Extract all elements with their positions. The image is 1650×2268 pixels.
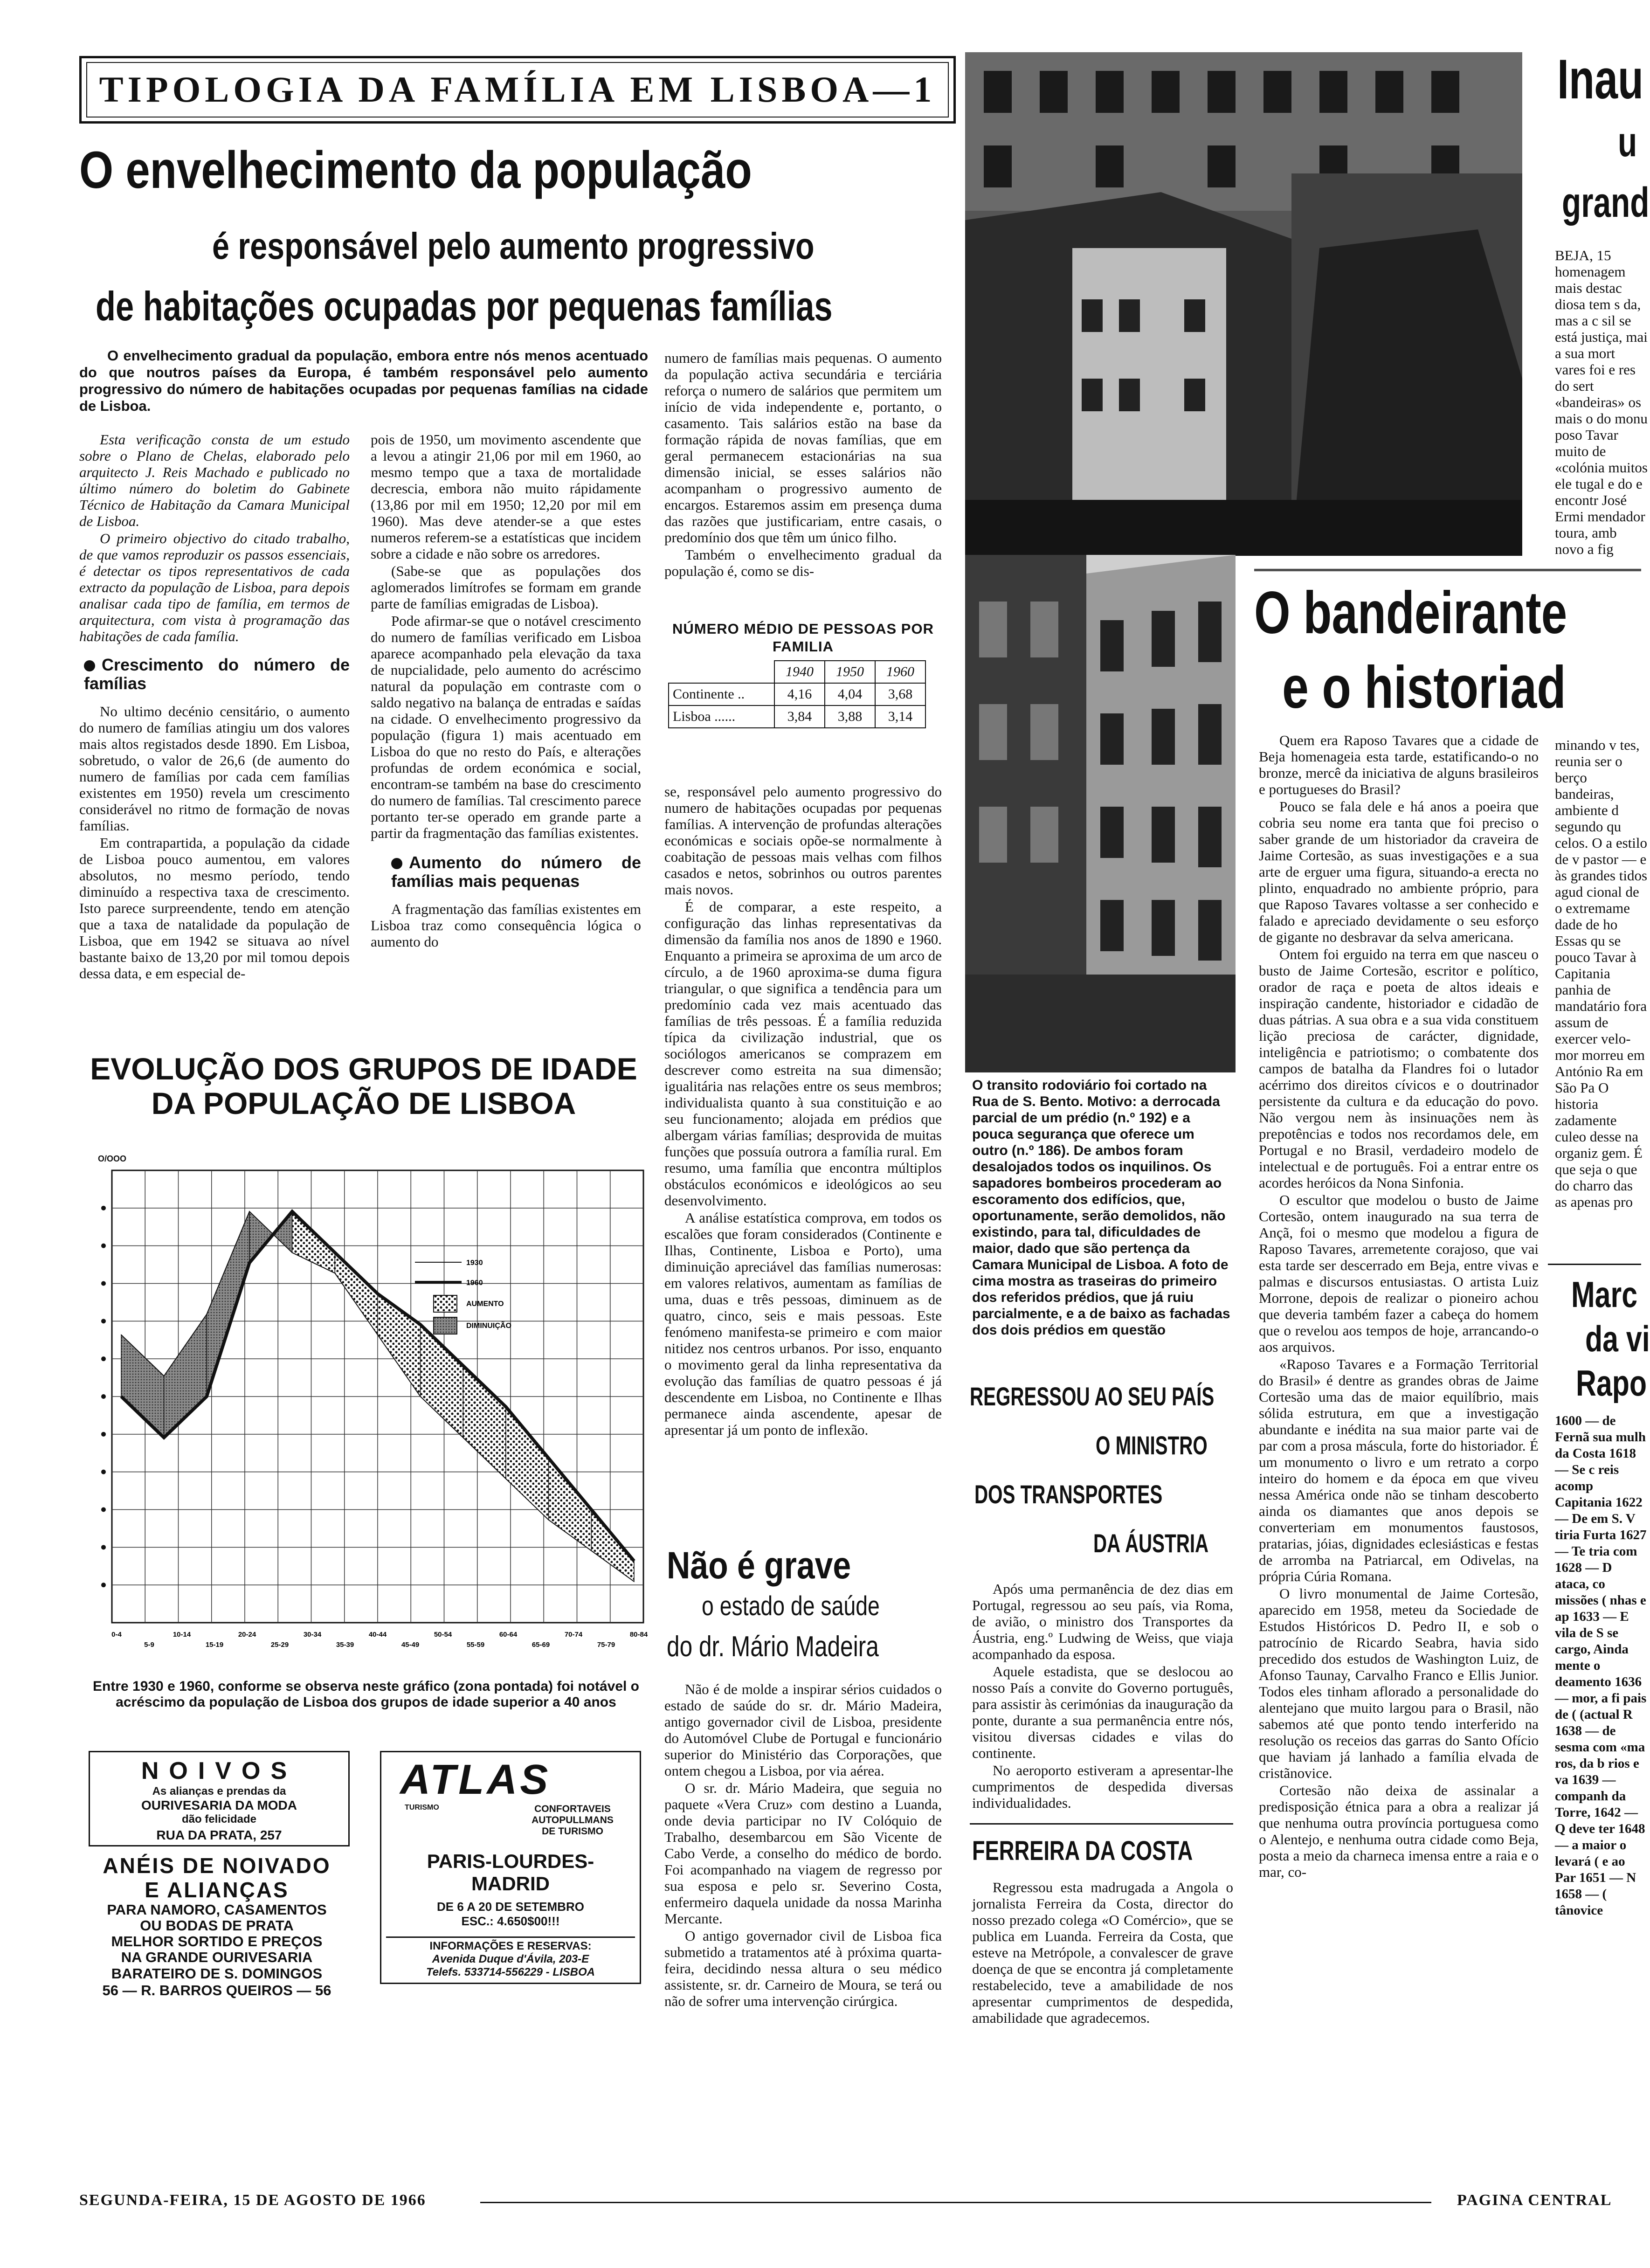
x-tick-label: 25-29: [270, 1641, 289, 1649]
bullet-icon: [84, 660, 95, 671]
headline-text: Inau: [1557, 48, 1644, 111]
series-title: TIPOLOGIA DA FAMÍLIA EM LISBOA—1: [99, 69, 936, 110]
footer: [79, 2192, 1641, 2220]
table-cell: 4,04: [825, 683, 875, 705]
area-aumento: [463, 1366, 506, 1479]
x-tick-label: 20-24: [238, 1631, 256, 1639]
paragraph: Quem era Raposo Tavares que a cidade de Beja homenageia esta tarde, estatificando-o no bronze, mercê da iniciativa de alguns brasileiros e portugueses do Brasil?: [1259, 732, 1539, 797]
table-title: NÚMERO MÉDIO DE PESSOAS POR FAMILIA: [672, 621, 934, 655]
table-cell: 4,16: [774, 683, 825, 705]
headline-text: da vi: [1585, 1318, 1650, 1359]
legend-label-diminuicao: DIMINUIÇÃO: [466, 1322, 511, 1330]
headline-text: DOS TRANSPORTES: [974, 1480, 1163, 1509]
headline-text: Não é grave: [667, 1544, 851, 1587]
paragraph: Também o envelhecimento gradual da população é, como se dis-: [664, 546, 942, 579]
paragraph: se, responsável pelo aumento progressivo do numero de habitações ocupadas por pequenas famílias. A intervenção de profundas alterações económicas e sociais opõe-se normalmente à coabitação de pessoas mais velhas com filhos casados e netos, sobrinhos ou outros parentes mais novos.: [664, 783, 942, 898]
subheading-crescimento: Crescimento do número de famílias: [84, 655, 350, 693]
paragraph: Não é de molde a inspirar sérios cuidados o estado de saúde do sr. dr. Mário Madeira, antigo governador civil de Lisboa, presidente do Automóvel Clube de Portugal e funcionário superior do Ministério das Corporações, que ontem chegou a Lisboa, por via aérea.: [664, 1681, 942, 1779]
paragraph: numero de famílias mais pequenas. O aumento da população activa secundária e terciária reforça o numero de salários que permitem um início de vida independente e, portanto, o casamento. Tais salários estão na base da formação rápida de novas famílias, que em geral permanecem estacionárias na sua dimensão inicial, se esses salários não acompanham o progressivo aumento de encargos. Estaremos assim em presença duma das razões que justificariam, entre casais, o predomínio dos que têm um único filho.: [664, 350, 942, 546]
paragraph: O sr. dr. Mário Madeira, que seguia no paquete «Vera Cruz» com destino a Luanda, onde devia participar no IV Colóquio de Trabalho, desembarcou em São Vicente de Cabo Verde, a conselho do médico de bordo. Foi acompanhado na viagem de regresso por sua esposa e pelo sr. Severino Costa, enfermeiro daquela unidade da nossa Marinha Mercante.: [664, 1780, 942, 1927]
ministro-headline: [970, 1380, 1250, 1581]
footer-date: SEGUNDA-FEIRA, 15 DE AGOSTO DE 1966: [79, 2192, 426, 2209]
paragraph: Aquele estadista, que se deslocou ao nosso País a convite do Governo português, para assistir às cerimónias da inauguração da ponte, durante a sua permanência entre nós, visitou diversas cidades e vilas do continente.: [972, 1663, 1233, 1761]
ad-text: Avenida Duque d'Ávila, 203-E: [432, 1953, 589, 1965]
ad-text: RUA DA PRATA, 257: [156, 1828, 282, 1842]
column-3-top: [664, 350, 942, 615]
ad-text: DE 6 A 20 DE SETEMBRO: [437, 1900, 584, 1914]
area-aumento: [506, 1407, 549, 1520]
y-tick-mark: [101, 1319, 106, 1323]
area-aumento: [421, 1325, 463, 1438]
atlas-destination: [381, 1850, 640, 1929]
y-tick-mark: [101, 1583, 106, 1587]
atlas-info: [386, 1936, 635, 1984]
y-tick-mark: [101, 1394, 106, 1399]
ferreira-rule: [970, 1823, 1233, 1825]
area-aumento: [335, 1252, 378, 1335]
headline-text: o estado de saúde: [702, 1591, 880, 1621]
series-banner: [79, 56, 956, 124]
y-tick-mark: [101, 1432, 106, 1437]
table-cell: 3,88: [825, 705, 875, 728]
photo-facades: [965, 555, 1236, 1072]
intro-paragraph-1: Esta verificação consta de um estudo sobre o Plano de Chelas, elaborado pelo arquitecto J. Reis Machado e publicado no último número do boletim do Gabinete Técnico de Habitação da Camara Municipal de Lisboa.: [79, 431, 350, 529]
x-tick-label: 5-9: [144, 1641, 154, 1649]
table-year: 1960: [875, 661, 925, 683]
table-year: 1940: [774, 661, 825, 683]
paragraph: No ultimo decénio censitário, o aumento do numero de famílias atingiu um dos valores mais altos registados desde 1890. Em Lisboa, sobretudo, o valor de 26,6 (de aumento do numero de famílias por cada cem famílias existentes em 1950) revela um crescimento considerável no ritmo de formação de novas famílias.: [79, 703, 350, 834]
y-tick-mark: [101, 1244, 106, 1248]
area-diminuicao: [121, 1335, 164, 1438]
headline-line-2: é responsável pelo aumento progressivo: [212, 225, 815, 267]
ad-text: ESC.: 4.650$00!!!: [461, 1914, 560, 1928]
x-tick-label: 45-49: [401, 1641, 420, 1649]
ad-text: BARATEIRO DE S. DOMINGOS: [111, 1965, 323, 1982]
atlas-logo-sub: TURISMO: [405, 1804, 439, 1812]
headline-text: do dr. Mário Madeira: [667, 1631, 879, 1663]
photo-caption: O transito rodoviário foi cortado na Rua de S. Bento. Motivo: a derrocada parcial de um prédio (n.º 192) e a pouca segurança que oferece um outro (n.º 186). De ambos foram desalojados todos os inquilinos. Os sapadores bombeiros procederam ao escoramento dos edifícios, que, oportunamente, serão demolidos, não existindo, para tal, dificuldades de maior, dado que são pertença da Camara Municipal de Lisboa. A foto de cima mostra as traseiras do primeiro dos referidos prédios, que já ruiu parcialmente, e a de baixo as fachadas dos dois prédios em questão: [972, 1078, 1230, 1338]
ferreira-body: [972, 1879, 1233, 2084]
paragraph: Após uma permanência de dez dias em Portugal, regressou ao seu país, via Roma, de avião, o ministro dos Transportes da Áustria, eng.º Ludwing de Weiss, que viaja acompanhado da esposa.: [972, 1581, 1233, 1662]
intro-paragraph-2: O primeiro objectivo do citado trabalho, de que vamos reproduzir os passos essenciais, é detectar os tipos representativos de cada extracto da população de Lisboa, para depois analisar cada tipo de família, em termos de arquitectura, com vista à programação das habitações de cada família.: [79, 530, 350, 644]
x-tick-label: 40-44: [368, 1631, 387, 1639]
paragraph: (Sabe-se que as populações dos aglomerados limítrofes se formam em grande parte de famílias emigradas de Lisboa).: [371, 563, 641, 612]
legend-label-1960: 1960: [466, 1279, 483, 1287]
y-tick-mark: [101, 1470, 106, 1474]
x-tick-label: 35-39: [336, 1641, 354, 1649]
paragraph: Pouco se fala dele e há anos a poeira que cobria seu nome era tanta que foi preciso o saber grande de um historiador da craveira de Jaime Cortesão, as suas investigações e a sua arte de erguer uma figura, situando-a erecta no plinto, enquadrado no ambiente próprio, para que Raposo Tavares voltasse a ser conhecido e falado e apreciado devidamente o seu esforço de gigante no desbravar da selva americana.: [1259, 798, 1539, 945]
atlas-logo: ATLAS: [400, 1756, 551, 1803]
x-tick-label: 70-74: [564, 1631, 583, 1639]
table-header-row: [669, 661, 925, 683]
table-row-label: Continente ..: [669, 683, 774, 705]
chart-y-ticks: [101, 1206, 106, 1587]
x-tick-label: 10-14: [173, 1631, 191, 1639]
ad-noivos-title: NOIVOS: [141, 1757, 297, 1784]
ad-text: 56 — R. BARROS QUEIROS — 56: [102, 1982, 331, 1998]
atlas-tagline: [512, 1804, 633, 1837]
ad-text: OURIVESARIA DA MODA: [141, 1798, 297, 1812]
chart-title: [75, 1051, 653, 1120]
table-corner: [669, 661, 774, 683]
chart-caption: Entre 1930 e 1960, conforme se observa neste gráfico (zona pontada) foi notável o acréscimo da população de Lisboa dos grupos de idade superior a 40 anos: [92, 1679, 640, 1710]
ad-text: NA GRANDE OURIVESARIA: [121, 1949, 313, 1965]
x-tick-label: 65-69: [532, 1641, 550, 1649]
area-diminuicao: [207, 1211, 249, 1397]
table-row: [669, 705, 925, 728]
strip-text: BEJA, 15 homenagem mais destac diosa tem s da, mas a c sil se está justiça, mai a sua mort vares foi e res do sert «bandeiras» os mais o do monu poso Tavar muito de «colónia muitos ele tugal e do e encontr José Ermi mendador toura, amb novo a fig: [1555, 247, 1648, 557]
legend-swatch-aumento: [434, 1295, 457, 1312]
ad-text: MELHOR SORTIDO E PREÇOS: [111, 1933, 323, 1950]
headline-text: DA ÁUSTRIA: [1093, 1528, 1209, 1558]
headline-text: grand: [1562, 180, 1650, 226]
strip-text: 1600 — de Fernã sua mulh da Costa 1618 — Se c reis acomp Capitania 1622 — De em S. V tiria Furta 1627 — Te tria com 1628 — D ataca, co missões ( nhas e ap 1633 — E vila de S se cargo, Ainda mente o deamento 1636 — mor, a fi pais de ( (actual R 1638 — de sesma com «ma ros, da b rios e va 1639 — companh da Torre, 1642 — Q deve ter 1648 — a maior o levará ( e ao Par 1651 — N 1658 — ( tânovice: [1555, 1413, 1647, 1918]
table-row-label: Lisboa ......: [669, 705, 774, 728]
ferreira-headline: FERREIRA DA COSTA: [972, 1836, 1193, 1866]
paragraph: A análise estatística comprova, em todos os escalões que foram considerados (Continente e Ilhas, Continente, Lisboa e Porto), uma diminuição apreciável das famílias numerosas: em valores relativos, aumentam as famílias de uma, duas e três pessoas, diminuem as de quatro, cinco, seis e mais pessoas. Este fenómeno manifesta-se primeiro e com maior nitidez nos centros urbanos. Por isso, enquanto o movimento geral da linha representativa da evolução das famílias de quatro pessoas é já descendente em Lisboa, no Continente e Ilhas permanece ainda ascendente, apesar de apresentar já um ponto de inflexão.: [664, 1210, 942, 1438]
data-table: [668, 660, 926, 728]
x-tick-label: 75-79: [597, 1641, 615, 1649]
photo-rear-building: [965, 52, 1522, 556]
lead-paragraph: O envelhecimento gradual da população, embora entre nós menos acentuado do que noutros países da Europa, é também responsável pelo aumento progressivo do número de habitações ocupadas por pequenas famílias na cidade de Lisboa.: [79, 347, 648, 414]
photo-facades-image: [965, 555, 1236, 1072]
ad-aneis: [77, 1853, 357, 1998]
paragraph: Regressou esta madrugada a Angola o jornalista Ferreira da Costa, director do nosso prezado colega «O Comércio», que se publica em Luanda. Ferreira da Costa, que esteve na Metrópole, a convalescer de grave doença de que se encontra já completamente restabelecido, teve a amabilidade de nos apresentar cumprimentos de despedida, amabilidade que agradecemos.: [972, 1879, 1233, 2026]
ad-text: ANÉIS DE NOIVADO: [103, 1853, 331, 1878]
table-cell: 3,68: [875, 683, 925, 705]
ad-text: MADRID: [471, 1873, 550, 1895]
column-3-bottom: [664, 783, 942, 1532]
table-cell: 3,84: [774, 705, 825, 728]
headline-text: O MINISTRO: [1096, 1431, 1208, 1460]
subheading-aumento: Aumento do número de famílias mais pequenas: [391, 853, 641, 891]
ad-text: dão felicidade: [181, 1813, 257, 1825]
x-tick-label: 0-4: [111, 1631, 122, 1639]
table-row: [669, 683, 925, 705]
strip-rule: [1548, 1264, 1641, 1265]
paragraph: É de comparar, a este respeito, a configuração das linhas representativas da dimensão da família nos anos de 1890 e 1960. Enquanto a primeira se aproxima de um arco de círculo, a de 1960 aproxima-se duma figura triangular, o que significa a tendência para um predomínio cada vez mais acentuado das famílias de três pessoas. É a família reduzida típica da civilização industrial, que os sociólogos americanos se comprazem em descrever como estreita na sua dimensão; igualitária nas relações entre os seus membros; individualista quanto à sua constituição e ao seu funcionamento; alojada em prédios que albergam várias famílias; desprovida de muitas funções que possuía outrora a família rural. Em resumo, uma família que encontra múltiplos obstáculos económicos e ideológicos ao seu desenvolvimento.: [664, 899, 942, 1209]
area-aumento: [591, 1510, 634, 1582]
ad-text: DE TURISMO: [542, 1826, 603, 1837]
bandeirante-headline-2: e o historiad: [1282, 654, 1566, 721]
ad-text: PARIS-LOURDES-: [427, 1850, 594, 1872]
madeira-body: [664, 1681, 942, 2147]
y-tick-mark: [101, 1507, 106, 1512]
table-family-size: [664, 620, 942, 728]
area-aumento: [292, 1211, 335, 1273]
headline-text: u: [1618, 119, 1637, 166]
x-tick-label: 15-19: [205, 1641, 224, 1649]
paragraph: Cortesão não deixa de assinalar a predisposição étnica para a obra a realizar já que nenhuma outra província portuguesa como o Alentejo, e nenhuma outra cidade como Beja, posta a meio da charneca imensa entre a raia e o mar, co-: [1259, 1782, 1539, 1880]
legend-swatch-diminuicao: [434, 1317, 457, 1334]
chart-y-unit: O/OOO: [98, 1154, 127, 1163]
ad-text: OU BODAS DE PRATA: [140, 1917, 294, 1934]
table-cell: 3,14: [875, 705, 925, 728]
paragraph: A fragmentação das famílias existentes em Lisboa traz como consequência lógica o aumento do: [371, 901, 641, 950]
chart-legend: [415, 1259, 511, 1334]
headline-text: REGRESSOU AO SEU PAÍS: [970, 1382, 1215, 1411]
column-1: [79, 431, 350, 1037]
ad-text: INFORMAÇÕES E RESERVAS:: [429, 1940, 592, 1952]
legend-label-1930: 1930: [466, 1259, 483, 1267]
paragraph: pois de 1950, um movimento ascendente que a levou a atingir 21,06 por mil em 1960, ao mesmo tempo que a taxa de mortalidade decrescia, embora não muito rápidamente (13,86 por mil em 1950; 12,20 por mil em 1960). Mas deve atender-se a que estes numeros referem-se a estatísticas que incidem sobre a cidade e não sobre os arredores.: [371, 431, 641, 562]
paragraph: O antigo governador civil de Lisboa fica submetido a tratamentos até à próxima quarta-feira, decidindo nessa altura o seu médico assistente, sr. dr. Carneiro de Moura, se terá ou não de sofrer uma intervenção cirúrgica.: [664, 1928, 942, 2009]
x-tick-label: 50-54: [434, 1631, 452, 1639]
legend-label-aumento: AUMENTO: [466, 1300, 504, 1308]
paragraph: Ontem foi erguido na terra em que nasceu o busto de Jaime Cortesão, escritor e político, orador de raça e poeta de altos ideais e inspiração candente, historiador e cidadão de duas pátrias. A sua obra e a sua vida constituem lição preciosa de carácter, dignidade, inteligência e patriotismo; o combatente dos campos de batalha da Flandres foi o lutador acérrimo dos direitos cívicos e o doutrinador persistente da cultura e da educação do povo. Não vergou nem às insinuações nem às prepotências e todos nos recordamos dele, em Portugal e no Brasil, verdadeiro modelo de intelectual e de português. Foi a entrar entre os acordes heróicos da Nona Sinfonia.: [1259, 946, 1539, 1191]
ad-text: E ALIANÇAS: [145, 1878, 289, 1902]
right-strip: [1548, 37, 1650, 2220]
strip-text: minando v tes, reunia ser o berço bandeiras, ambiente d segundo qu celos. O a estilo de v pastor — e às grandes tidos agud cional de o extremame dade de ho Essas qu se pouco Tavar à Capitania panhia de mandatário fora assum de exercer velo-mor morreu em António Ra em São Pa O historia zadamente culeo desse na organiz gem. É que seja o que do charro das as apenas pro: [1555, 737, 1648, 1210]
y-tick-mark: [101, 1281, 106, 1286]
footer-rule: [480, 2202, 1431, 2203]
ad-atlas: [380, 1751, 641, 1984]
ministro-body: [972, 1581, 1233, 1811]
ad-text: AUTOPULLMANS: [532, 1815, 614, 1825]
ad-text: CONFORTAVEIS: [534, 1804, 611, 1814]
headline-line-3: de habitações ocupadas por pequenas famílias: [96, 283, 833, 329]
madeira-headline: [664, 1543, 944, 1683]
ad-text: PARA NAMORO, CASAMENTOS: [107, 1902, 327, 1918]
x-tick-label: 80-84: [629, 1631, 648, 1639]
y-tick-mark: [101, 1356, 106, 1361]
bandeirante-body: [1259, 732, 1539, 1991]
paragraph: O escultor que modelou o busto de Jaime Cortesão, ontem inaugurado na sua terra de Ançã, foi o mesmo que modelou a figura de Raposo Tavares, arremetente corajoso, que vai esta tarde ser descerrado em Beja, entre vivas e palmas e discursos entusiastas. O artista Luiz Morrone, depois de realizar o pioneiro achou que deveria também fazer a cabeça do homem que o revelou aos tempos de hoje, arrancando-o aos arquivos.: [1259, 1192, 1539, 1355]
y-tick-mark: [101, 1545, 106, 1549]
paragraph: No aeroporto estiveram a apresentar-lhe cumprimentos de despedida diversas individualidades.: [972, 1762, 1233, 1811]
column-2: [371, 431, 641, 1037]
y-tick-mark: [101, 1206, 106, 1210]
headline-text: Marc: [1571, 1274, 1638, 1315]
ad-text: As alianças e prendas da: [152, 1785, 286, 1798]
chart-title-text: EVOLUÇÃO DOS GRUPOS DE IDADE DA POPULAÇÃO DE LISBOA: [90, 1051, 637, 1120]
headline-line-1: O envelhecimento da população: [79, 141, 752, 199]
x-tick-label: 55-59: [466, 1641, 485, 1649]
x-tick-label: 30-34: [303, 1631, 322, 1639]
ad-noivos: [89, 1751, 350, 1846]
headline-text: Rapo: [1576, 1362, 1647, 1404]
bandeirante-headline-1: O bandeirante: [1254, 580, 1567, 646]
ad-text: Telefs. 533714-556229 - LISBOA: [426, 1966, 595, 1978]
chart-x-ticks: [111, 1631, 648, 1649]
bullet-icon: [391, 858, 402, 869]
paragraph: O livro monumental de Jaime Cortesão, aparecido em 1958, meteu da Sociedade de Estudos Históricos D. Pedro II, e sob o patrocínio de Ricardo Seabra, havia sido precedido dos estudos de Washington Luiz, de Afonso Taunay, Carvalho Franco e Ellis Junior. Todos eles tinham aflorado a personalidade do alentejano que muito largou para o Brasil, não sabemos até que ponto tendo interferido na resolução os receios das garras do Santo Ofício que haviam já lanhado a família elvada de cristãnovice.: [1259, 1585, 1539, 1781]
paragraph: «Raposo Tavares e a Formação Territorial do Brasil» é dentre as grandes obras de Jaime Cortesão uma das de maior equilíbrio, mais sólida estrutura, em que a investigação abundante e inédita na sua maior parte vai de par com a prosa máscula, forte do historiador. É um monumento o livro e um retrato a corpo inteiro do homem e da época em que viveu nessa América onde não se tinham descoberto ainda os diamantes que anos depois se converteriam em monumentos faustosos, pratarias, jóias, dignidades eclesiásticas e festas de arromba na Patriarcal, em Odivelas, na própria Cúria Romana.: [1259, 1356, 1539, 1584]
x-tick-label: 60-64: [499, 1631, 518, 1639]
photo-rear-building-image: [965, 52, 1522, 556]
age-groups-chart: [98, 1166, 657, 1669]
paragraph: Em contrapartida, a população da cidade de Lisboa pouco aumentou, em valores absolutos, no mesmo período, tendo diminuído a respectiva taxa de crescimento. Isto parece surpreendente, tendo em atenção que a taxa de natalidade da população de Lisboa, que em 1942 se situava ao nível bastante baixo de 13,20 por mil tomou depois dessa data, e em especial de-: [79, 835, 350, 982]
table-year: 1950: [825, 661, 875, 683]
paragraph: Pode afirmar-se que o notável crescimento do numero de famílias verificado em Lisboa aparece acompanhado pela elevação da taxa de nupcialidade, pelo aumento do acréscimo natural da população em contraste com o saldo negativo na balança de entradas e saídas na cidade. O envelhecimento progressivo da população (figura 1) mais acentuado em Lisboa do que no resto do País, e alterações profundas de ordem económica e social, encontram-se também na base do crescimento do numero de famílias. Tal crescimento parece portanto ter-se operado em grande parte a partir da fragmentação das famílias existentes.: [371, 613, 641, 841]
footer-page: PAGINA CENTRAL: [1457, 2192, 1612, 2209]
